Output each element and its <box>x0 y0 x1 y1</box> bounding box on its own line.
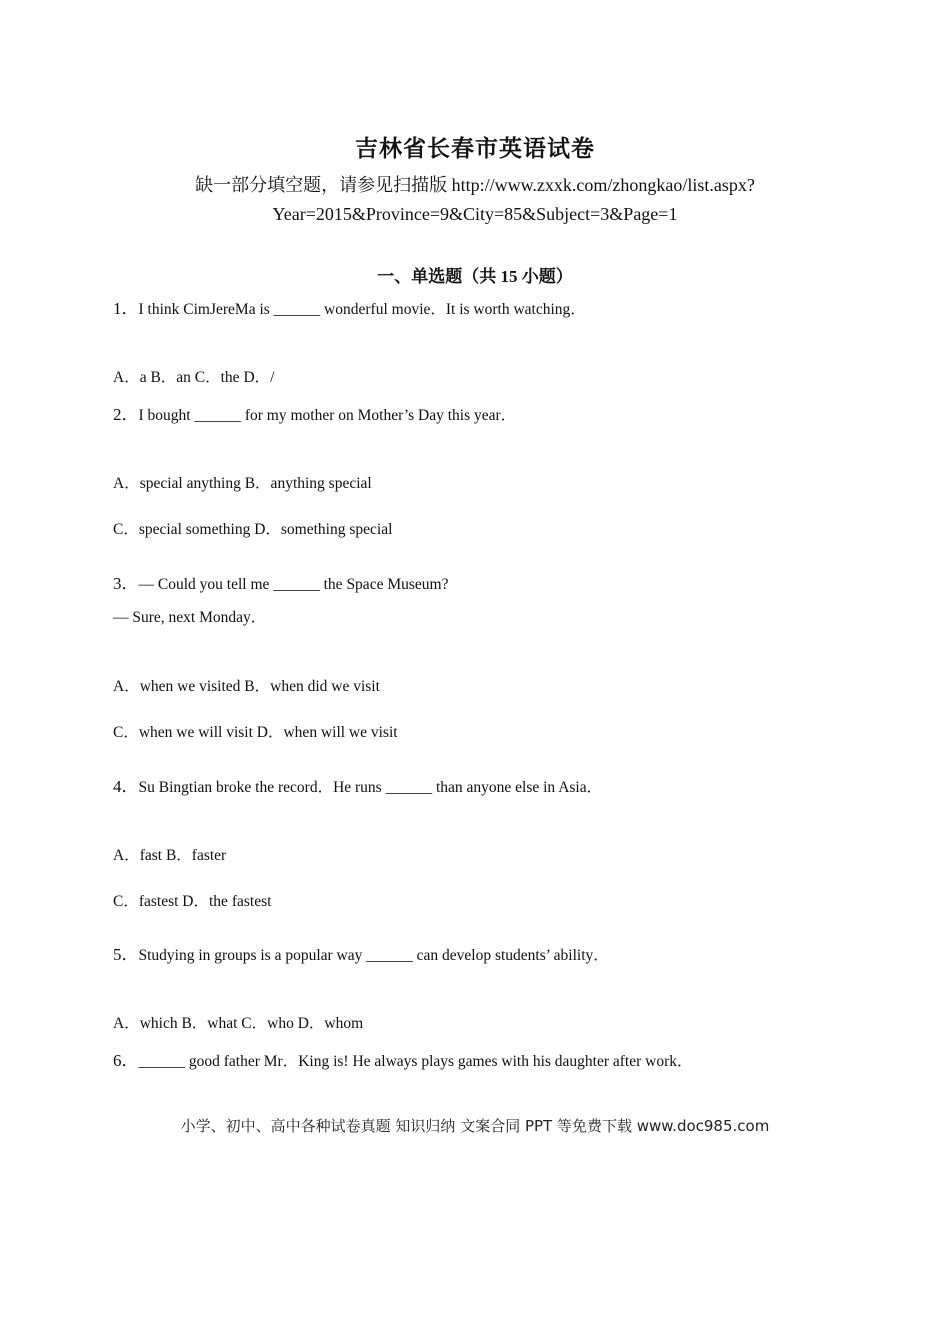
question-text: I bought ______ for my mother on Mother’s Day this year． <box>138 407 517 424</box>
question-6 <box>113 1050 693 1073</box>
question-2-options-cd: C．special something D．something special <box>113 521 393 538</box>
question-number: 3． <box>113 574 139 593</box>
question-text: Su Bingtian broke the record．He runs ______ than anyone else in Asia． <box>138 779 603 796</box>
footer-text: 小学、初中、高中各种试卷真题 知识归纳 文案合同 PPT 等免费下载 www.doc985.com <box>180 1117 770 1135</box>
question-4-options-cd: C．fastest D．the fastest <box>113 893 272 910</box>
question-text: — Could you tell me ______ the Space Museum? <box>138 576 449 593</box>
question-text: I think CimJereMa is ______ wonderful movie．It is worth watching． <box>138 301 586 318</box>
question-text: Studying in groups is a popular way ______ can develop students’ ability． <box>138 947 609 964</box>
question-number: 2． <box>113 405 139 424</box>
question-3 <box>113 573 448 596</box>
question-text: ______ good father Mr．King is! He always plays games with his daughter after work． <box>138 1053 693 1070</box>
subtitle-line-2: Year=2015&Province=9&City=85&Subject=3&Page=1 <box>272 204 678 224</box>
question-4-options-ab: A．fast B．faster <box>113 847 227 864</box>
section-heading: 一、单选题（共 15 小题） <box>377 267 573 286</box>
question-5 <box>113 944 609 967</box>
question-3-options-ab: A．when we visited B．when did we visit <box>113 678 380 695</box>
question-4 <box>113 776 602 799</box>
question-5-options: A．which B．what C．who D．whom <box>113 1015 364 1032</box>
question-number: 6． <box>113 1051 139 1070</box>
question-3-options-cd: C．when we will visit D．when will we visit <box>113 724 398 741</box>
question-1-options: A．a B．an C．the D．/ <box>113 369 275 386</box>
subtitle-line-1: 缺一部分填空题，请参见扫描版 http://www.zxxk.com/zhongkao/list.aspx? <box>195 175 755 195</box>
question-number: 5． <box>113 945 139 964</box>
question-3-reply: — Sure, next Monday． <box>113 609 267 626</box>
page-title: 吉林省长春市英语试卷 <box>355 136 595 161</box>
question-number: 1． <box>113 299 139 318</box>
question-2-options-ab: A．special anything B．anything special <box>113 475 372 492</box>
question-2 <box>113 404 516 427</box>
question-number: 4． <box>113 777 139 796</box>
question-1 <box>113 298 586 321</box>
